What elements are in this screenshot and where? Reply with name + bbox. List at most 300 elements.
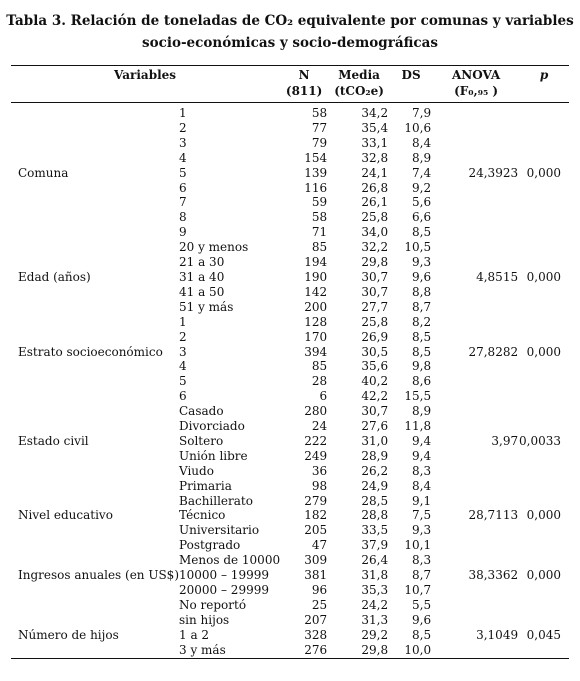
anova-cell: 27,8282 bbox=[468, 344, 519, 359]
variable-name-empty bbox=[11, 613, 179, 628]
table-body bbox=[11, 103, 569, 659]
header-n-label: N bbox=[298, 68, 310, 82]
media-cell: 42,2 bbox=[361, 389, 389, 404]
ds-cell: 8,7 bbox=[412, 299, 432, 314]
category-cell: 6 bbox=[179, 389, 187, 404]
p-value-cell-empty bbox=[518, 464, 569, 479]
media-cell: 31,0 bbox=[361, 433, 389, 448]
anova-cell-empty bbox=[433, 255, 518, 270]
table-row bbox=[11, 583, 569, 598]
n-cell: 85 bbox=[311, 240, 328, 255]
variable-name: Comuna bbox=[18, 165, 69, 180]
table-row bbox=[11, 568, 569, 583]
anova-cell-empty bbox=[433, 315, 518, 330]
p-value-cell-empty bbox=[518, 494, 569, 509]
variable-name-empty bbox=[11, 255, 179, 270]
table-row bbox=[11, 210, 569, 225]
category-cell: Viudo bbox=[179, 463, 214, 478]
variable-name: Nivel educativo bbox=[18, 508, 113, 523]
table-row bbox=[11, 240, 569, 255]
table-caption bbox=[0, 0, 580, 54]
category-cell: Técnico bbox=[179, 508, 226, 523]
anova-cell: 24,3923 bbox=[468, 165, 519, 180]
n-cell: 98 bbox=[311, 478, 328, 493]
anova-cell-empty bbox=[433, 240, 518, 255]
variable-name-empty bbox=[11, 300, 179, 315]
anova-cell-empty bbox=[433, 225, 518, 240]
table-row bbox=[11, 345, 569, 360]
table-row bbox=[11, 479, 569, 494]
ds-cell: 8,9 bbox=[412, 150, 432, 165]
category-cell: 3 bbox=[179, 135, 187, 150]
ds-cell: 9,3 bbox=[412, 523, 432, 538]
media-cell: 26,9 bbox=[361, 329, 389, 344]
variable-name-empty bbox=[11, 449, 179, 464]
table-row bbox=[11, 449, 569, 464]
n-cell: 58 bbox=[311, 106, 328, 120]
variable-name-empty bbox=[11, 494, 179, 509]
p-value-cell-empty bbox=[518, 643, 569, 658]
media-cell: 34,0 bbox=[361, 225, 389, 240]
media-cell: 24,1 bbox=[361, 165, 389, 180]
anova-cell-empty bbox=[433, 523, 518, 538]
table-row bbox=[11, 359, 569, 374]
category-cell: 31 a 40 bbox=[179, 269, 225, 284]
p-value-cell-empty bbox=[518, 538, 569, 553]
p-value-cell-empty bbox=[518, 613, 569, 628]
ds-cell: 8,9 bbox=[412, 404, 432, 419]
n-cell: 249 bbox=[304, 448, 328, 463]
anova-cell-empty bbox=[433, 494, 518, 509]
variable-name-empty bbox=[11, 479, 179, 494]
anova-cell: 4,8515 bbox=[476, 269, 519, 284]
category-cell: 21 a 30 bbox=[179, 255, 225, 270]
n-cell: 28 bbox=[311, 374, 328, 389]
anova-cell-empty bbox=[433, 479, 518, 494]
ds-cell: 8,2 bbox=[412, 314, 432, 329]
n-cell: 79 bbox=[311, 135, 328, 150]
anova-cell: 38,3362 bbox=[468, 568, 519, 583]
media-cell: 26,4 bbox=[361, 553, 389, 568]
n-cell: 328 bbox=[304, 627, 328, 642]
ds-cell: 10,0 bbox=[404, 642, 432, 657]
table-row bbox=[11, 330, 569, 345]
table-row bbox=[11, 523, 569, 538]
ds-cell: 8,6 bbox=[412, 374, 432, 389]
variable-name-empty bbox=[11, 643, 179, 658]
n-cell: 77 bbox=[311, 120, 328, 135]
table-row bbox=[11, 494, 569, 509]
ds-cell: 9,4 bbox=[412, 433, 432, 448]
anova-cell-empty bbox=[433, 389, 518, 404]
media-cell: 30,7 bbox=[361, 404, 389, 419]
variable-name-empty bbox=[11, 210, 179, 225]
anova-cell-empty bbox=[433, 300, 518, 315]
variable-name: Número de hijos bbox=[18, 627, 119, 642]
media-cell: 35,4 bbox=[361, 120, 389, 135]
ds-cell: 9,8 bbox=[412, 359, 432, 374]
n-cell: 182 bbox=[304, 508, 328, 523]
variable-name-empty bbox=[11, 121, 179, 136]
ds-cell: 15,5 bbox=[404, 389, 432, 404]
p-value-cell-empty bbox=[518, 330, 569, 345]
category-cell: 20000 – 29999 bbox=[179, 583, 269, 597]
ds-cell: 11,8 bbox=[404, 419, 432, 434]
table-row bbox=[11, 374, 569, 389]
table-row bbox=[11, 225, 569, 240]
ds-cell: 8,3 bbox=[412, 463, 432, 478]
p-value-cell-empty bbox=[518, 136, 569, 151]
header-variables: Variables bbox=[114, 68, 177, 82]
category-cell: 7 bbox=[179, 195, 187, 210]
table-row bbox=[11, 166, 569, 181]
variable-name-empty bbox=[11, 359, 179, 374]
n-cell: 128 bbox=[304, 314, 328, 329]
category-cell: 1 a 2 bbox=[179, 627, 210, 642]
category-cell: Soltero bbox=[179, 433, 224, 448]
variable-name-empty bbox=[11, 464, 179, 479]
variable-name-empty bbox=[11, 136, 179, 151]
ds-cell: 8,5 bbox=[412, 329, 432, 344]
variable-name-empty bbox=[11, 538, 179, 553]
anova-cell-empty bbox=[433, 136, 518, 151]
variable-name-empty bbox=[11, 419, 179, 434]
table-row bbox=[11, 270, 569, 285]
variable-name-empty bbox=[11, 195, 179, 210]
n-cell: 279 bbox=[304, 493, 328, 508]
p-value-cell-empty bbox=[518, 225, 569, 240]
variable-name-empty bbox=[11, 225, 179, 240]
n-cell: 190 bbox=[304, 269, 328, 284]
ds-cell: 9,6 bbox=[412, 612, 432, 627]
ds-cell: 7,4 bbox=[412, 165, 432, 180]
table-row bbox=[11, 508, 569, 523]
anova-cell-empty bbox=[433, 419, 518, 434]
n-cell: 222 bbox=[304, 433, 328, 448]
variable-name-empty bbox=[11, 315, 179, 330]
variable-name-empty bbox=[11, 103, 179, 121]
variable-name-empty bbox=[11, 389, 179, 404]
n-cell: 116 bbox=[304, 180, 328, 195]
n-cell: 24 bbox=[311, 419, 328, 434]
table-row bbox=[11, 285, 569, 300]
anova-cell-empty bbox=[433, 643, 518, 658]
category-cell: 1 bbox=[179, 106, 187, 120]
media-cell: 27,6 bbox=[361, 419, 389, 434]
variable-name-empty bbox=[11, 374, 179, 389]
media-cell: 25,8 bbox=[361, 210, 389, 225]
media-cell: 25,8 bbox=[361, 314, 389, 329]
p-value-cell-empty bbox=[518, 374, 569, 389]
n-cell: 276 bbox=[304, 642, 328, 657]
category-cell: 2 bbox=[179, 120, 187, 135]
category-cell: 3 bbox=[179, 344, 187, 359]
category-cell: No reportó bbox=[179, 597, 247, 612]
p-value-cell-empty bbox=[518, 598, 569, 613]
variable-name: Estado civil bbox=[18, 433, 89, 448]
p-value-cell-empty bbox=[518, 103, 569, 121]
n-cell: 170 bbox=[304, 329, 328, 344]
p-value-cell-empty bbox=[518, 121, 569, 136]
table-row bbox=[11, 389, 569, 404]
p-value-cell-empty bbox=[518, 523, 569, 538]
anova-cell-empty bbox=[433, 464, 518, 479]
header-media: Media (tCO₂e) bbox=[334, 68, 384, 98]
table-row bbox=[11, 255, 569, 270]
media-cell: 26,1 bbox=[361, 195, 389, 210]
anova-cell-empty bbox=[433, 359, 518, 374]
media-cell: 29,8 bbox=[361, 255, 389, 270]
n-cell: 85 bbox=[311, 359, 328, 374]
category-cell: 4 bbox=[179, 359, 187, 374]
anova-cell-empty bbox=[433, 583, 518, 598]
p-value-cell-empty bbox=[518, 419, 569, 434]
category-cell: Divorciado bbox=[179, 419, 245, 434]
ds-cell: 10,5 bbox=[404, 240, 432, 255]
p-value-cell-empty bbox=[518, 151, 569, 166]
n-cell: 47 bbox=[311, 538, 328, 553]
media-cell: 29,8 bbox=[361, 642, 389, 657]
ds-cell: 8,5 bbox=[412, 225, 432, 240]
media-cell: 28,9 bbox=[361, 448, 389, 463]
category-cell: Bachillerato bbox=[179, 493, 253, 508]
variable-name: Ingresos anuales (en US$) bbox=[18, 568, 179, 583]
media-cell: 27,7 bbox=[361, 299, 389, 314]
variable-name-empty bbox=[11, 598, 179, 613]
ds-cell: 7,9 bbox=[412, 106, 432, 120]
p-value-cell-empty bbox=[518, 404, 569, 419]
n-cell: 96 bbox=[311, 583, 328, 597]
category-cell: 10000 – 19999 bbox=[179, 568, 269, 583]
variable-name-empty bbox=[11, 404, 179, 419]
ds-cell: 8,5 bbox=[412, 627, 432, 642]
anova-cell-empty bbox=[433, 285, 518, 300]
n-cell: 194 bbox=[304, 255, 328, 270]
table-row bbox=[11, 121, 569, 136]
ds-cell: 10,6 bbox=[404, 120, 432, 135]
table-row bbox=[11, 598, 569, 613]
anova-cell-empty bbox=[433, 598, 518, 613]
header-n bbox=[280, 66, 329, 103]
category-cell: 20 y menos bbox=[179, 240, 249, 255]
p-value-cell-empty bbox=[518, 285, 569, 300]
n-cell: 139 bbox=[304, 165, 328, 180]
category-cell: Menos de 10000 bbox=[179, 553, 281, 568]
anova-cell: 3,1049 bbox=[476, 627, 519, 642]
p-value-cell-empty bbox=[518, 583, 569, 598]
table-row bbox=[11, 419, 569, 434]
p-value-cell: 0,000 bbox=[526, 568, 561, 583]
n-cell: 394 bbox=[304, 344, 328, 359]
anova-cell-empty bbox=[433, 103, 518, 121]
media-cell: 34,2 bbox=[361, 106, 389, 120]
p-value-cell-empty bbox=[518, 449, 569, 464]
n-cell: 142 bbox=[304, 284, 328, 299]
n-cell: 381 bbox=[304, 568, 328, 583]
variable-name: Estrato socioeconómico bbox=[18, 344, 163, 359]
category-cell: 3 y más bbox=[179, 642, 226, 657]
table-row bbox=[11, 434, 569, 449]
media-cell: 29,2 bbox=[361, 627, 389, 642]
ds-cell: 5,6 bbox=[412, 195, 432, 210]
category-cell: 41 a 50 bbox=[179, 284, 225, 299]
n-cell: 280 bbox=[304, 404, 328, 419]
category-cell: 6 bbox=[179, 180, 187, 195]
table-row bbox=[11, 300, 569, 315]
media-cell: 24,2 bbox=[361, 597, 389, 612]
n-cell: 205 bbox=[304, 523, 328, 538]
anova-cell-empty bbox=[433, 613, 518, 628]
n-cell: 58 bbox=[311, 210, 328, 225]
p-value-cell-empty bbox=[518, 300, 569, 315]
anova-cell-empty bbox=[433, 404, 518, 419]
n-cell: 154 bbox=[304, 150, 328, 165]
p-value-cell-empty bbox=[518, 210, 569, 225]
variable-name-empty bbox=[11, 181, 179, 196]
header-n-total: (811) bbox=[285, 84, 323, 98]
category-cell: 5 bbox=[179, 165, 187, 180]
variable-name-empty bbox=[11, 523, 179, 538]
anova-cell-empty bbox=[433, 210, 518, 225]
ds-cell: 9,1 bbox=[412, 493, 432, 508]
n-cell: 25 bbox=[311, 597, 328, 612]
ds-cell: 8,4 bbox=[412, 135, 432, 150]
variable-name-empty bbox=[11, 151, 179, 166]
variable-name-empty bbox=[11, 285, 179, 300]
n-cell: 59 bbox=[311, 195, 328, 210]
ds-cell: 10,7 bbox=[404, 583, 432, 597]
anova-cell-empty bbox=[433, 195, 518, 210]
category-cell: Primaria bbox=[179, 478, 232, 493]
p-value-cell-empty bbox=[518, 255, 569, 270]
anova-cell-empty bbox=[433, 553, 518, 568]
category-cell: 4 bbox=[179, 150, 187, 165]
ds-cell: 8,8 bbox=[412, 284, 432, 299]
table-row bbox=[11, 613, 569, 628]
ds-cell: 8,4 bbox=[412, 478, 432, 493]
table-row bbox=[11, 553, 569, 568]
variable-name-empty bbox=[11, 240, 179, 255]
media-cell: 35,3 bbox=[361, 583, 389, 597]
table-row bbox=[11, 628, 569, 643]
category-cell: sin hijos bbox=[179, 612, 230, 627]
variable-name-empty bbox=[11, 583, 179, 598]
p-value-cell-empty bbox=[518, 181, 569, 196]
ds-cell: 7,5 bbox=[412, 508, 432, 523]
caption-line-2: socio-económicas y socio-demográficas bbox=[142, 35, 438, 51]
ds-cell: 6,6 bbox=[412, 210, 432, 225]
table-row bbox=[11, 151, 569, 166]
category-cell: 1 bbox=[179, 314, 187, 329]
p-value-cell: 0,000 bbox=[526, 269, 561, 284]
p-value-cell-empty bbox=[518, 389, 569, 404]
media-cell: 31,3 bbox=[361, 612, 389, 627]
p-value-cell-empty bbox=[518, 315, 569, 330]
table-row bbox=[11, 195, 569, 210]
p-value-cell-empty bbox=[518, 359, 569, 374]
anova-cell-empty bbox=[433, 330, 518, 345]
variable-name: Edad (años) bbox=[18, 269, 91, 284]
media-cell: 24,9 bbox=[361, 478, 389, 493]
anova-cell-empty bbox=[433, 151, 518, 166]
n-cell: 6 bbox=[319, 389, 328, 404]
p-value-cell: 0,045 bbox=[526, 627, 561, 642]
ds-cell: 8,7 bbox=[412, 568, 432, 583]
results-table bbox=[11, 65, 569, 659]
media-cell: 32,8 bbox=[361, 150, 389, 165]
media-cell: 30,5 bbox=[361, 344, 389, 359]
table-row bbox=[11, 103, 569, 121]
media-cell: 37,9 bbox=[361, 538, 389, 553]
media-cell: 28,5 bbox=[361, 493, 389, 508]
media-cell: 33,1 bbox=[361, 135, 389, 150]
anova-cell: 28,7113 bbox=[468, 508, 519, 523]
n-cell: 207 bbox=[304, 612, 328, 627]
ds-cell: 9,6 bbox=[412, 269, 432, 284]
media-cell: 30,7 bbox=[361, 269, 389, 284]
ds-cell: 10,1 bbox=[404, 538, 432, 553]
p-value-cell-empty bbox=[518, 195, 569, 210]
p-value-cell-empty bbox=[518, 479, 569, 494]
p-value-cell-empty bbox=[518, 240, 569, 255]
category-cell: Casado bbox=[179, 404, 224, 419]
media-cell: 32,2 bbox=[361, 240, 389, 255]
category-cell: Unión libre bbox=[179, 448, 248, 463]
table-row bbox=[11, 315, 569, 330]
variable-name-empty bbox=[11, 330, 179, 345]
variable-name-empty bbox=[11, 553, 179, 568]
category-cell: Postgrado bbox=[179, 538, 241, 553]
media-cell: 28,8 bbox=[361, 508, 389, 523]
header-row bbox=[11, 66, 569, 103]
p-value-cell: 0,000 bbox=[526, 508, 561, 523]
anova-cell-empty bbox=[433, 374, 518, 389]
header-p: p bbox=[539, 68, 549, 82]
p-value-cell-empty bbox=[518, 553, 569, 568]
n-cell: 36 bbox=[311, 463, 328, 478]
category-cell: Universitario bbox=[179, 523, 260, 538]
table-row bbox=[11, 136, 569, 151]
media-cell: 30,7 bbox=[361, 284, 389, 299]
media-cell: 26,8 bbox=[361, 180, 389, 195]
table-row bbox=[11, 181, 569, 196]
p-value-cell: 0,000 bbox=[526, 344, 561, 359]
n-cell: 71 bbox=[311, 225, 328, 240]
table-row bbox=[11, 538, 569, 553]
header-ds: DS bbox=[401, 68, 421, 82]
ds-cell: 9,2 bbox=[412, 180, 432, 195]
category-cell: 8 bbox=[179, 210, 187, 225]
media-cell: 35,6 bbox=[361, 359, 389, 374]
ds-cell: 8,3 bbox=[412, 553, 432, 568]
table-row bbox=[11, 464, 569, 479]
p-value-cell: 0,0033 bbox=[519, 433, 561, 448]
caption-line-1: Tabla 3. Relación de toneladas de CO₂ equivalente por comunas y variables bbox=[6, 13, 574, 29]
anova-cell: 3,97 bbox=[491, 433, 519, 448]
media-cell: 40,2 bbox=[361, 374, 389, 389]
p-value-cell: 0,000 bbox=[526, 165, 561, 180]
ds-cell: 9,3 bbox=[412, 255, 432, 270]
anova-cell-empty bbox=[433, 538, 518, 553]
media-cell: 33,5 bbox=[361, 523, 389, 538]
category-cell: 51 y más bbox=[179, 299, 234, 314]
category-cell: 9 bbox=[179, 225, 187, 240]
table-row bbox=[11, 404, 569, 419]
table-row bbox=[11, 643, 569, 658]
category-cell: 5 bbox=[179, 374, 187, 389]
anova-cell-empty bbox=[433, 121, 518, 136]
anova-cell-empty bbox=[433, 449, 518, 464]
